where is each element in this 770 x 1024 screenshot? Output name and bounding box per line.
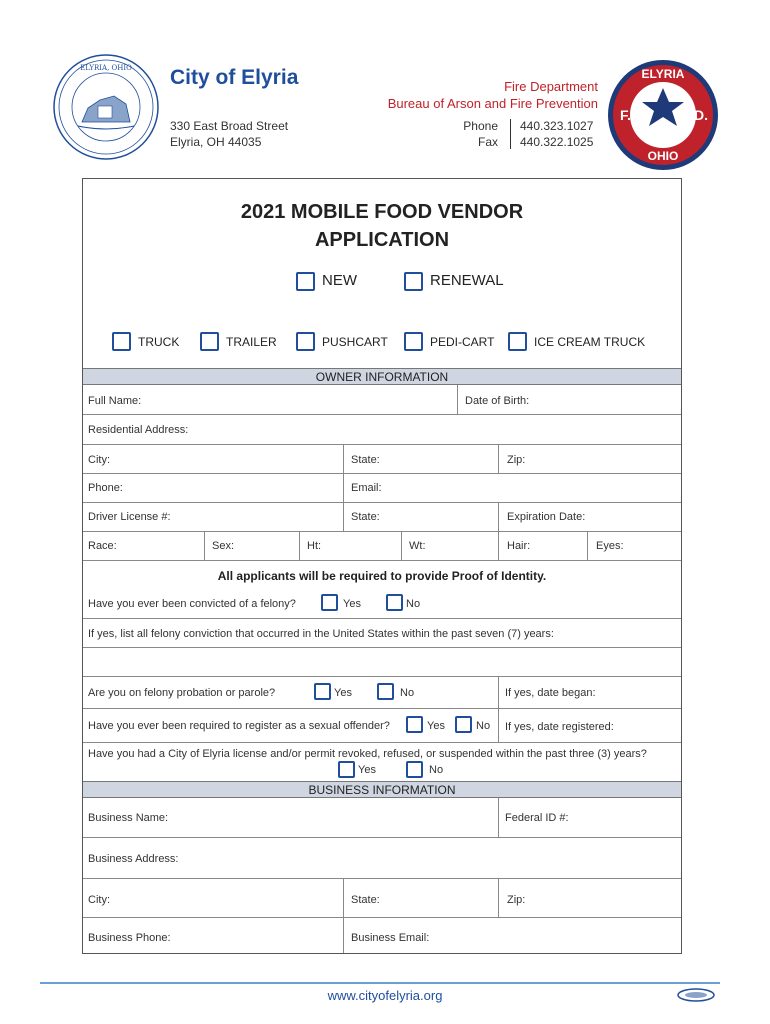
felony-list-input[interactable]	[83, 648, 681, 677]
ice-cream-truck-checkbox[interactable]	[508, 332, 527, 351]
state-field[interactable]: State:	[351, 454, 380, 466]
department-name: Fire Department Bureau of Arson and Fire Prevention	[387, 79, 598, 111]
probation-no-label: No	[400, 687, 415, 699]
trailer-checkbox[interactable]	[200, 332, 219, 351]
driver-license-field[interactable]: Driver License #:	[88, 511, 171, 523]
offender-no-label: No	[476, 720, 491, 732]
eyes-field[interactable]: Eyes:	[596, 540, 624, 552]
pushcart-label: PUSHCART	[322, 335, 388, 349]
offender-yes-label: Yes	[427, 720, 445, 732]
trailer-label: TRAILER	[226, 335, 277, 349]
contact-labels: Phone Fax	[463, 119, 498, 149]
form-row	[83, 503, 681, 532]
fax-number: 440.322.1025	[520, 135, 594, 149]
offender-no-checkbox[interactable]	[455, 716, 472, 733]
business-name-field[interactable]: Business Name:	[88, 812, 169, 824]
fire-department-badge-logo	[606, 58, 720, 172]
badge-top-text: ELYRIA	[641, 67, 685, 81]
zip-field[interactable]: Zip:	[507, 454, 526, 466]
proof-of-identity-note: All applicants will be required to provide Proof of Identity.	[217, 569, 547, 583]
phone-number: 440.323.1027	[520, 119, 594, 133]
renewal-label: RENEWAL	[430, 272, 504, 289]
business-address-field[interactable]: Business Address:	[88, 853, 179, 865]
renewal-checkbox[interactable]	[404, 272, 423, 291]
city-address: 330 East Broad Street Elyria, OH 44035	[170, 119, 289, 149]
sex-field[interactable]: Sex:	[212, 540, 235, 552]
sex-offender-question: Have you ever been required to register as a sexual offender?	[88, 720, 390, 732]
new-label: NEW	[322, 272, 357, 289]
license-no-label: No	[429, 764, 444, 776]
contact-values	[520, 118, 593, 150]
license-revoked-question: Have you had a City of Elyria license and/or permit revoked, refused, or suspended within the past three (3) years?	[88, 748, 647, 760]
felony-list-prompt: If yes, list all felony conviction that occurred in the United States within the past seven (7) years:	[88, 628, 554, 640]
full-name-field[interactable]: Full Name:	[88, 395, 142, 407]
felony-no-checkbox[interactable]	[386, 594, 403, 611]
form-row	[83, 385, 681, 415]
probation-yes-checkbox[interactable]	[314, 683, 331, 700]
probation-question: Are you on felony probation or parole?	[88, 687, 276, 699]
dob-field[interactable]: Date of Birth:	[465, 395, 530, 407]
expiration-date-field[interactable]: Expiration Date:	[507, 511, 586, 523]
height-field[interactable]: Ht:	[307, 540, 322, 552]
new-checkbox[interactable]	[296, 272, 315, 291]
truck-label: TRUCK	[138, 335, 180, 349]
badge-bottom-text: OHIO	[647, 149, 679, 163]
weight-field[interactable]: Wt:	[409, 540, 426, 552]
felony-no-label: No	[406, 598, 421, 610]
business-email-field[interactable]: Business Email:	[351, 932, 430, 944]
seal-text: ELYRIA, OHIO	[80, 64, 132, 72]
federal-id-field[interactable]: Federal ID #:	[505, 812, 569, 824]
city-field[interactable]: City:	[88, 454, 110, 466]
license-yes-label: Yes	[358, 764, 376, 776]
race-field[interactable]: Race:	[88, 540, 117, 552]
residential-address-field[interactable]: Residential Address:	[88, 424, 189, 436]
felony-question: Have you ever been convicted of a felony?	[88, 598, 296, 610]
business-zip-field[interactable]: Zip:	[507, 894, 526, 906]
probation-date-field[interactable]: If yes, date began:	[505, 687, 596, 699]
form-row	[83, 532, 681, 561]
business-city-field[interactable]: City:	[88, 894, 110, 906]
footer-website-link[interactable]: www.cityofelyria.org	[327, 988, 443, 1003]
dl-state-field[interactable]: State:	[351, 511, 380, 523]
city-title: City of Elyria	[170, 66, 299, 89]
form-row	[83, 879, 681, 918]
offender-yes-checkbox[interactable]	[406, 716, 423, 733]
felony-yes-checkbox[interactable]	[321, 594, 338, 611]
pedi-cart-checkbox[interactable]	[404, 332, 423, 351]
form-row	[83, 798, 681, 838]
phone-field[interactable]: Phone:	[88, 482, 123, 494]
email-field[interactable]: Email:	[351, 482, 382, 494]
owner-section-header: OWNER INFORMATION	[83, 368, 681, 385]
license-no-checkbox[interactable]	[406, 761, 423, 778]
business-phone-field[interactable]: Business Phone:	[88, 932, 171, 944]
business-section-header: BUSINESS INFORMATION	[83, 781, 681, 798]
truck-checkbox[interactable]	[112, 332, 131, 351]
ice-cream-truck-label: ICE CREAM TRUCK	[534, 335, 646, 349]
pedi-cart-label: PEDI-CART	[430, 335, 495, 349]
form-row	[83, 474, 681, 503]
city-seal-logo	[48, 52, 168, 162]
probation-no-checkbox[interactable]	[377, 683, 394, 700]
probation-yes-label: Yes	[334, 687, 352, 699]
footer-divider	[40, 982, 720, 984]
business-state-field[interactable]: State:	[351, 894, 380, 906]
hair-field[interactable]: Hair:	[507, 540, 531, 552]
badge-left-text: F.	[620, 107, 631, 123]
form-row	[83, 445, 681, 474]
footer-city-logo	[676, 987, 716, 1003]
license-yes-checkbox[interactable]	[338, 761, 355, 778]
pushcart-checkbox[interactable]	[296, 332, 315, 351]
form-title: 2021 MOBILE FOOD VENDOR APPLICATION	[240, 201, 524, 251]
contact-divider	[510, 119, 511, 149]
felony-yes-label: Yes	[343, 598, 361, 610]
offender-date-field[interactable]: If yes, date registered:	[505, 721, 614, 733]
badge-right-text: D.	[694, 107, 708, 123]
